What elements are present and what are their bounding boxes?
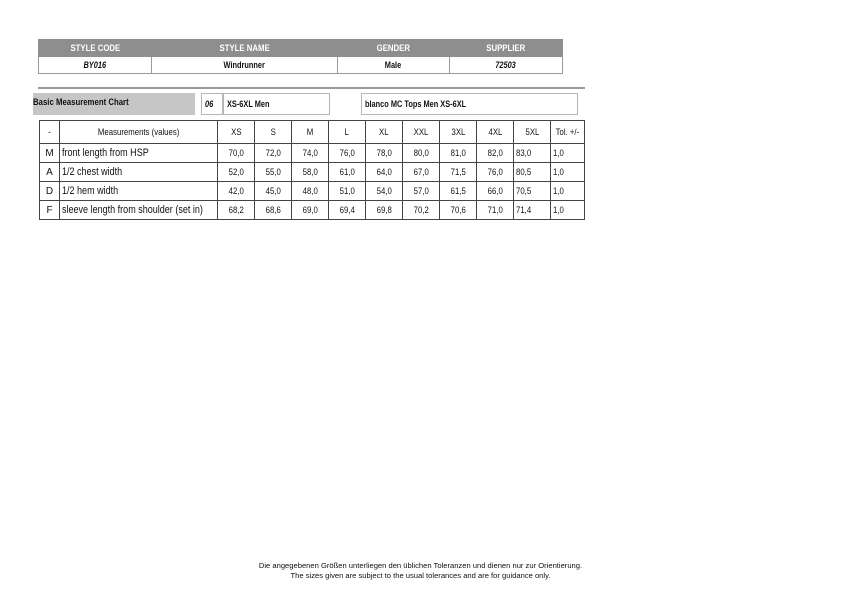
value-cell: 61,0 [329,163,366,182]
value-cell: 71,0 [477,201,514,220]
row-code: F [40,201,60,220]
value-cell: 52,0 [218,163,255,182]
value-cell: 81,0 [440,144,477,163]
table-row [40,182,585,201]
size-header-xs: XS [218,121,255,144]
value-cell: 57,0 [403,182,440,201]
size-range: XS-6XL Men [223,93,330,115]
value-cell: 82,0 [477,144,514,163]
value-cell: 70,6 [440,201,477,220]
value-cell: 76,0 [329,144,366,163]
measurement-header-row [40,121,585,144]
value-cell: 54,0 [366,182,403,201]
tolerance-cell: 1,0 [551,201,585,220]
style-info-value-row [39,57,563,74]
size-header-4xl: 4XL [477,121,514,144]
value-cell: 45,0 [255,182,292,201]
size-header-3xl: 3XL [440,121,477,144]
style-name-value: Windrunner [152,57,338,74]
value-cell: 68,6 [255,201,292,220]
value-cell: 72,0 [255,144,292,163]
footer-note-english: The sizes given are subject to the usual tolerances and are for guidance only. [290,571,551,580]
value-cell: 58,0 [292,163,329,182]
table-row [40,201,585,220]
supplier-header: SUPPLIER [450,40,563,57]
value-cell: 83,0 [514,144,551,163]
size-header-s: S [255,121,292,144]
value-cell: 70,2 [403,201,440,220]
value-cell: 74,0 [292,144,329,163]
code-column-header: - [40,121,60,144]
value-cell: 70,0 [218,144,255,163]
value-cell: 71,4 [514,201,551,220]
value-cell: 76,0 [477,163,514,182]
row-code: D [40,182,60,201]
measurement-name: 1/2 hem width [60,182,218,201]
section-divider [38,87,585,89]
row-code: A [40,163,60,182]
tolerance-cell: 1,0 [551,182,585,201]
value-cell: 61,5 [440,182,477,201]
value-cell: 69,0 [292,201,329,220]
style-info-header-row [39,40,563,57]
value-cell: 69,4 [329,201,366,220]
value-cell: 71,5 [440,163,477,182]
chart-description: blanco MC Tops Men XS-6XL [361,93,578,115]
value-cell: 80,0 [403,144,440,163]
style-code-header: STYLE CODE [39,40,152,57]
value-cell: 55,0 [255,163,292,182]
style-code-value: BY016 [39,57,152,74]
style-name-header: STYLE NAME [152,40,338,57]
tolerance-cell: 1,0 [551,163,585,182]
tolerance-header: Tol. +/- [551,121,585,144]
measurement-column-header: Measurements (values) [60,121,218,144]
chart-number: 06 [201,93,223,115]
measurement-table [39,120,585,220]
table-row [40,163,585,182]
supplier-value: 72503 [450,57,563,74]
table-row [40,144,585,163]
size-header-xl: XL [366,121,403,144]
footer-note-german: Die angegebenen Größen unterliegen den üblichen Toleranzen und dienen nur zur Orientierung. [258,561,583,570]
style-info-table [38,39,563,74]
value-cell: 80,5 [514,163,551,182]
chart-label: Basic Measurement Chart [33,93,195,115]
value-cell: 67,0 [403,163,440,182]
measurement-name: sleeve length from shoulder (set in) [60,201,218,220]
value-cell: 66,0 [477,182,514,201]
tolerance-cell: 1,0 [551,144,585,163]
value-cell: 69,8 [366,201,403,220]
gender-value: Male [338,57,450,74]
gender-header: GENDER [338,40,450,57]
row-code: M [40,144,60,163]
footer-note [0,561,841,581]
measurement-name: 1/2 chest width [60,163,218,182]
value-cell: 78,0 [366,144,403,163]
measurement-name: front length from HSP [60,144,218,163]
size-header-l: L [329,121,366,144]
value-cell: 64,0 [366,163,403,182]
value-cell: 48,0 [292,182,329,201]
size-header-xxl: XXL [403,121,440,144]
value-cell: 51,0 [329,182,366,201]
size-header-5xl: 5XL [514,121,551,144]
value-cell: 68,2 [218,201,255,220]
value-cell: 42,0 [218,182,255,201]
value-cell: 70,5 [514,182,551,201]
size-header-m: M [292,121,329,144]
